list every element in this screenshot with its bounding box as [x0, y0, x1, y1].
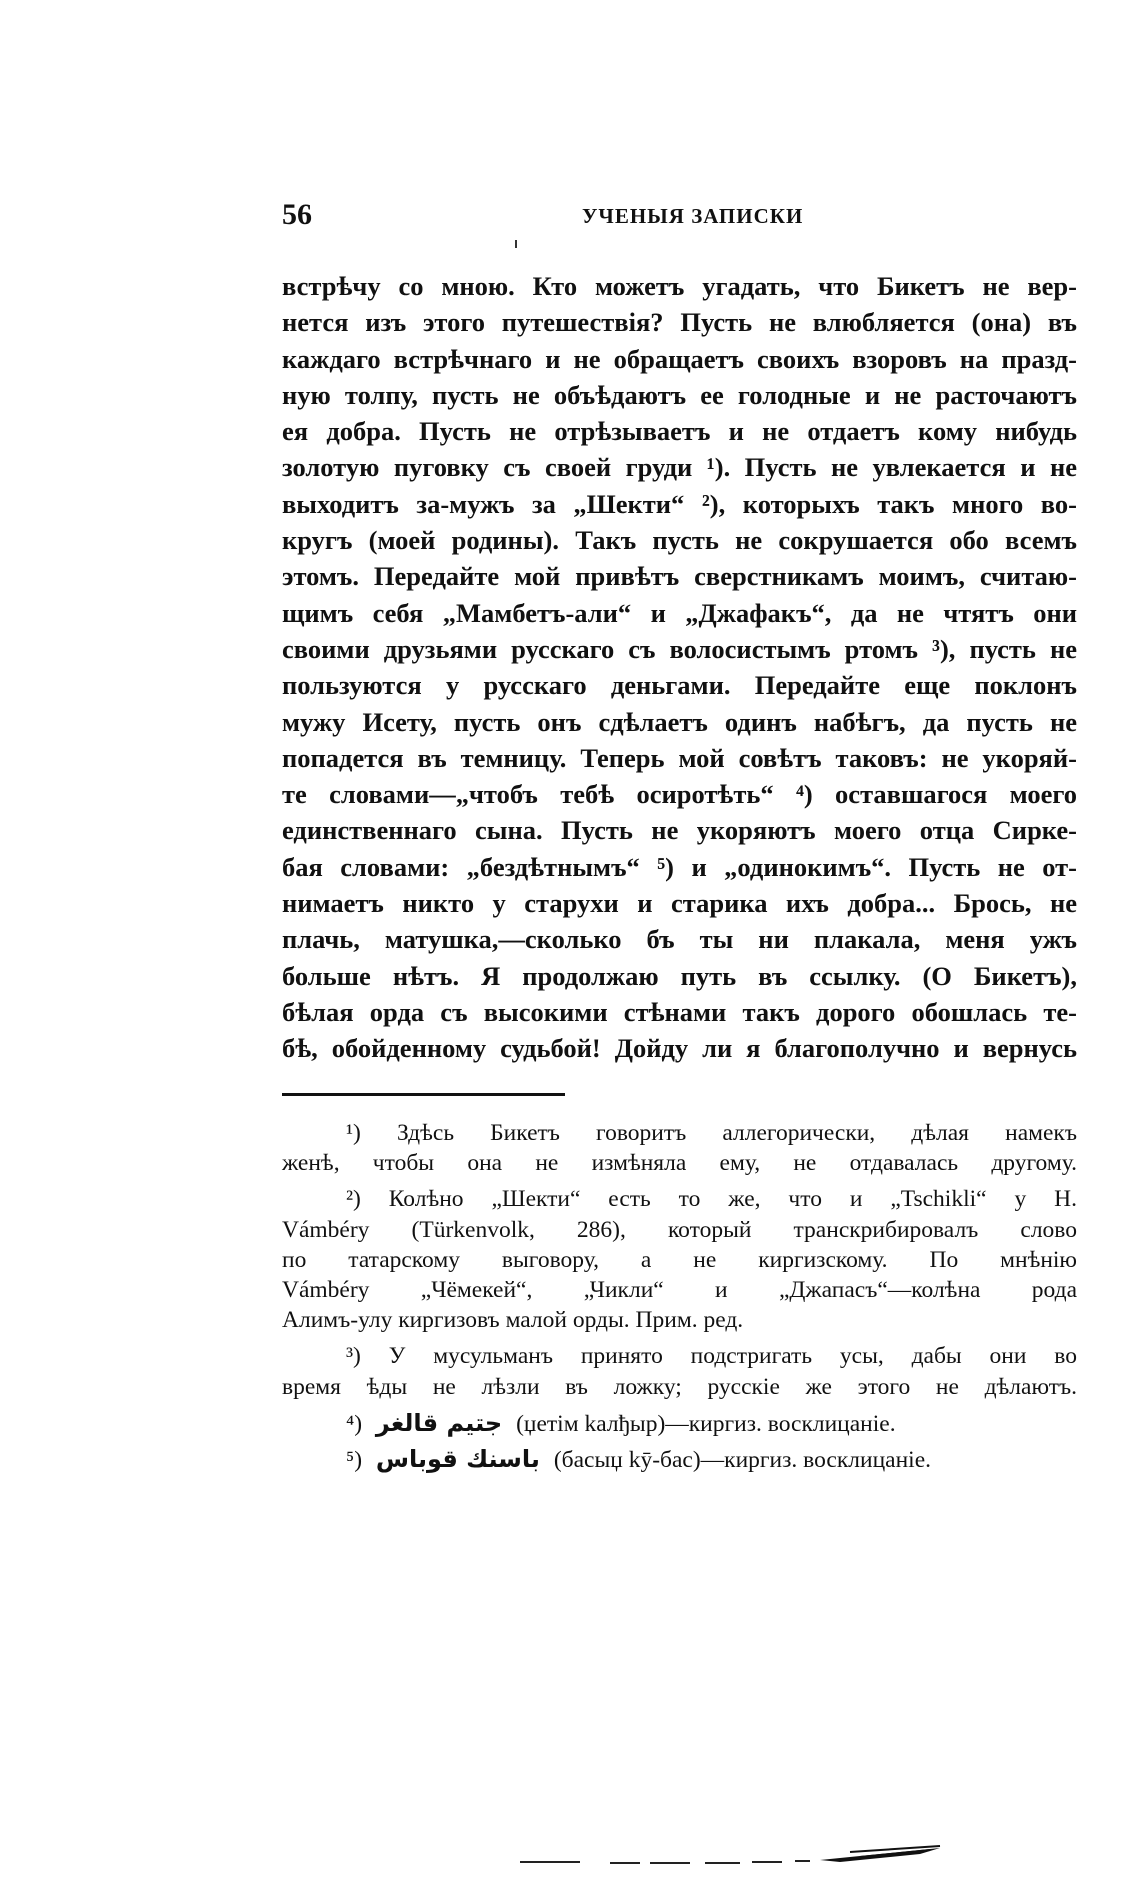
footnote-line: [282, 1408, 1077, 1438]
footnote-line: [282, 1444, 1077, 1474]
text-line: ную толпу, пусть не объѣдаютъ ее голодные и не расточаютъ: [282, 379, 1077, 410]
footnote-3: [282, 1341, 1077, 1401]
footnote-line: по татарскому выговору, а не киргизскому. По мнѣнію: [282, 1246, 1077, 1273]
arabic-phrase: جتيم قالغر: [375, 1408, 503, 1437]
text-line: щимъ себя „Мамбетъ-али“ и „Джафакъ“, да не чтятъ они: [282, 597, 1077, 628]
footnote-text: (џетім kалђыр)—киргиз. восклицаніе.: [516, 1410, 896, 1437]
text-line: больше нѣтъ. Я продолжаю путь въ ссылку. (О Бикетъ),: [282, 960, 1077, 991]
footnote-marker: ⁴): [346, 1410, 363, 1437]
footnote-line: ¹) Здѣсь Бикетъ говоритъ аллегорически, дѣлая намекъ: [346, 1120, 1077, 1146]
text-line: своими друзьями русскаго съ волосистымъ ртомъ ³), пусть не: [282, 633, 1077, 664]
arabic-phrase: باسنك قوباس: [375, 1444, 540, 1473]
page-header: [282, 198, 1062, 238]
footnote-divider: [282, 1093, 565, 1096]
footnote-marker: ⁵): [346, 1446, 363, 1473]
text-line: единственнаго сына. Пусть не укоряютъ моего отца Сирке-: [282, 815, 1077, 846]
text-line: бая словами: „бездѣтнымъ“ ⁵) и „одинокимъ“. Пусть не от-: [282, 851, 1077, 882]
text-line: бѣлая орда съ высокими стѣнами такъ дорого обошлась те-: [282, 996, 1077, 1027]
text-line: золотую пуговку съ своей груди ¹). Пусть не увлекается и не: [282, 452, 1077, 483]
scan-dashes-graphic: [520, 1838, 1120, 1878]
main-text: [282, 268, 1077, 1067]
text-line: ея добра. Пусть не отрѣзываетъ и не отдаетъ кому нибудь: [282, 416, 1077, 447]
running-title: УЧЕНЫЯ ЗАПИСКИ: [582, 204, 804, 228]
text-line: попадется въ темницу. Теперь мой совѣтъ таковъ: не укоряй-: [282, 742, 1077, 773]
footnote-2: [282, 1184, 1077, 1335]
text-line: бѣ, обойденному судьбой! Дойду ли я благополучно и вернусь: [282, 1033, 1077, 1064]
footnote-5: [282, 1444, 1077, 1474]
footnote-4: [282, 1408, 1077, 1438]
text-line: кругъ (моей родины). Такъ пусть не сокрушается обо всемъ: [282, 525, 1077, 556]
footnote-1: [282, 1118, 1077, 1178]
text-line: те словами—„чтобъ тебѣ осиротѣть“ ⁴) оставшагося моего: [282, 779, 1077, 810]
footnote-line: Vámbéry (Türkenvolk, 286), который транскрибировалъ слово: [282, 1216, 1077, 1243]
page-number: 56: [282, 198, 312, 231]
text-line: пользуются у русскаго деньгами. Передайте еще поклонъ: [282, 670, 1077, 701]
footnote-line: Алимъ-улу киргизовъ малой орды. Прим. ред.: [282, 1307, 744, 1334]
text-line: нется изъ этого путешествія? Пусть не влюбляется (она) въ: [282, 307, 1077, 338]
scan-artifact-marks: [520, 1838, 1120, 1878]
footnote-line: ²) Колѣно „Шекти“ есть то же, что и „Tschikli“ у H.: [346, 1186, 1077, 1213]
footnote-line: Vámbéry „Чёмекей“, „Чикли“ и „Джапасъ“—колѣна рода: [282, 1276, 1077, 1303]
text-line: этомъ. Передайте мой привѣтъ сверстникамъ моимъ, считаю-: [282, 561, 1077, 592]
text-line: нимаетъ никто у старухи и старика ихъ добра... Брось, не: [282, 888, 1077, 919]
footnote-line: время ѣды не лѣзли въ ложку; русскіе же этого не дѣлаютъ.: [282, 1373, 1077, 1400]
print-tick-mark: [515, 240, 517, 248]
text-line: каждаго встрѣчнаго и не обращаетъ своихъ взоровъ на празд-: [282, 343, 1077, 374]
text-line: выходитъ за-мужъ за „Шекти“ ²), которыхъ такъ много во-: [282, 488, 1077, 519]
text-line: мужу Исету, пусть онъ сдѣлаетъ одинъ набѣгъ, да пусть не: [282, 706, 1077, 737]
footnote-line: ³) У мусульманъ принято подстригать усы, дабы они во: [346, 1343, 1077, 1370]
text-line: плачь, матушка,—сколько бъ ты ни плакала, меня ужъ: [282, 924, 1077, 955]
footnotes: [282, 1118, 1077, 1474]
text-line: встрѣчу со мною. Кто можетъ угадать, что Бикетъ не вер-: [282, 271, 1077, 301]
footnote-text: (басыџ kӯ-бас)—киргиз. восклицаніе.: [553, 1446, 931, 1473]
footnote-line: женѣ, чтобы она не измѣняла ему, не отдавалась другому.: [282, 1150, 1077, 1177]
